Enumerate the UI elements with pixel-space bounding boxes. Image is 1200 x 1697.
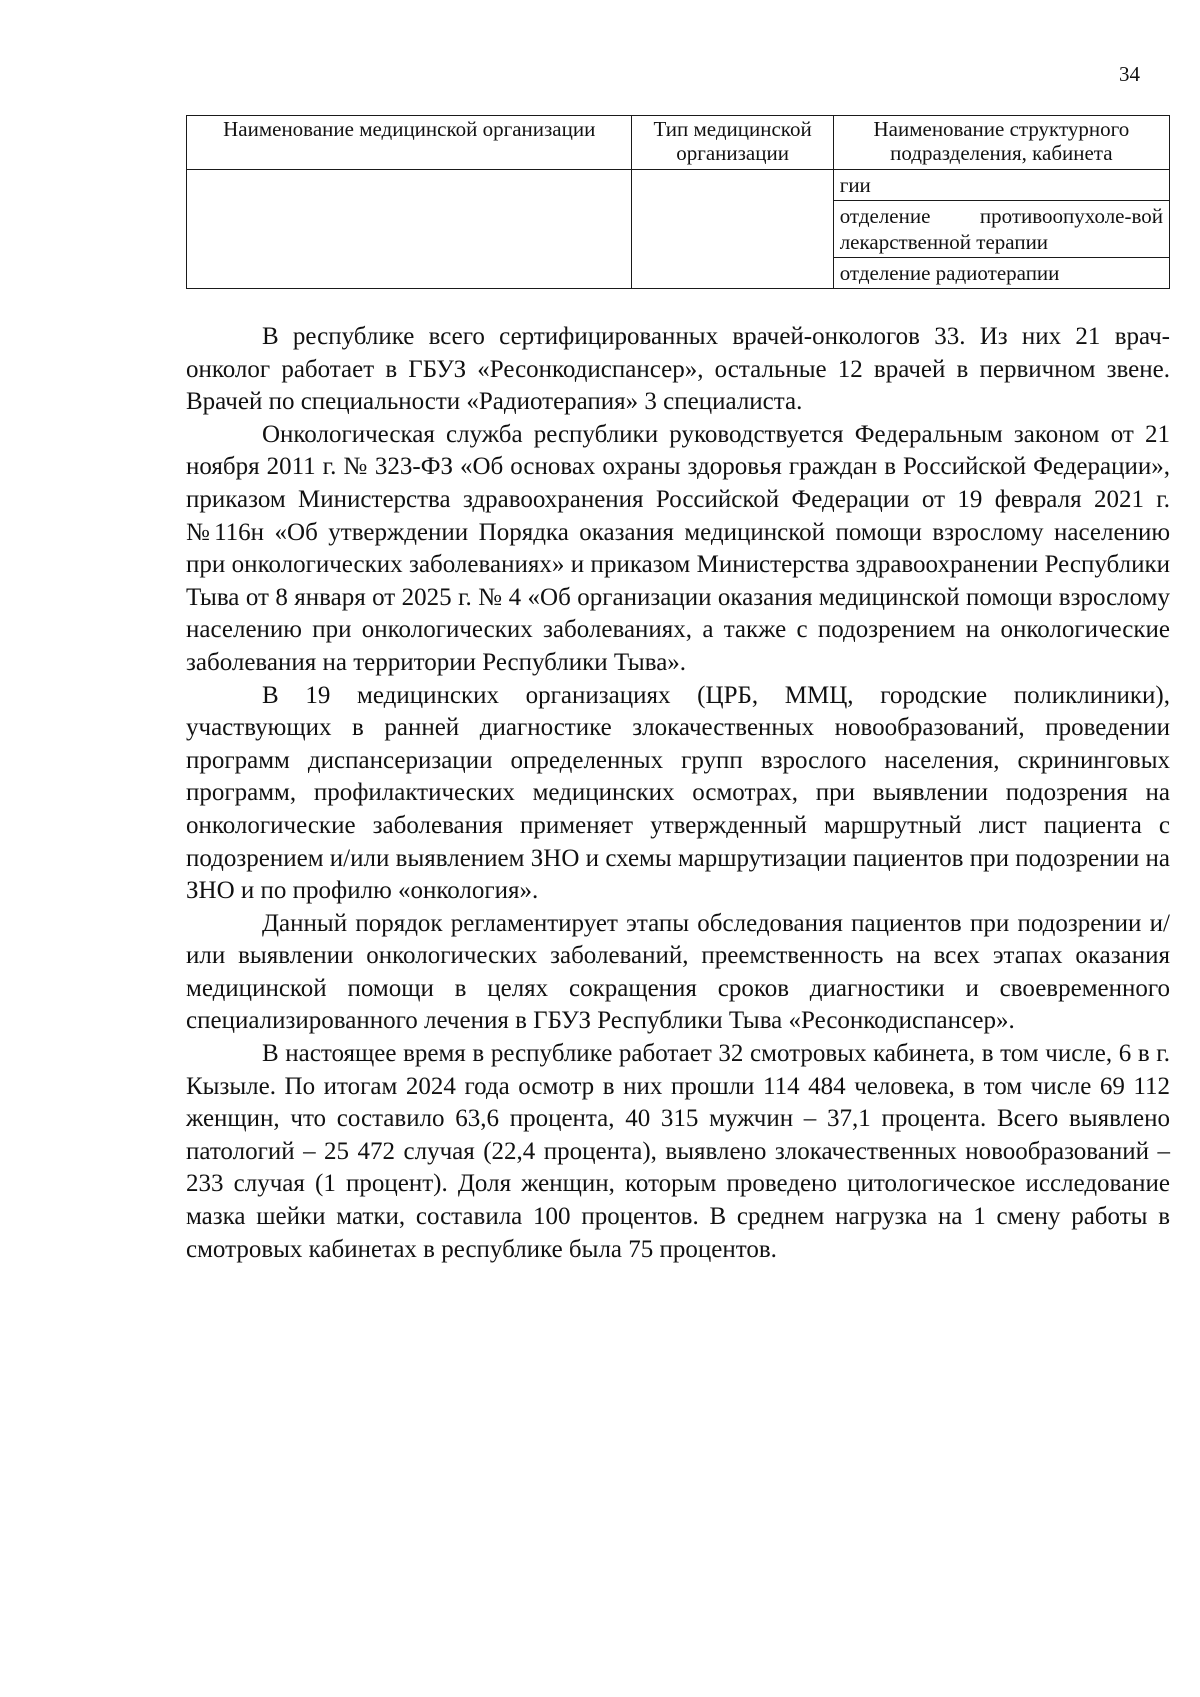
paragraph-oncologists: В республике всего сертифицированных врачей-онкологов 33. Из них 21 врач-онколог работает в ГБУЗ «Ресонкодиспансер», остальные 12 врачей в первичном звене. Врачей по специальности «Радиотерапия» 3 специалиста. [186, 323, 1170, 416]
header-org-name: Наименование медицинской организации [187, 116, 632, 170]
paragraph-procedure: Данный порядок регламентирует этапы обследования пациентов при подозрении и/или выявлении онкологических заболеваний, преемственность на всех этапах оказания медицинской помощи в целях сокращения сроков диагностики и своевременного специализированного лечения в ГБУЗ Республики Тыва «Ресонкодиспансер». [186, 909, 1170, 1035]
paragraph-exam-rooms: В настоящее время в республике работает 32 смотровых кабинета, в том числе, 6 в г. Кызыле. По итогам 2024 года осмотр в них прошли 114 484 человека, в том числе 69 112 женщин, что составило 63,6 процента, 40 315 мужчин – 37,1 процента. Всего выявлено патологий – 25 472 случая (22,4 процента), выявлено злокачественных новообразований – 233 случая (1 процент). Доля женщин, которым проведено цитологическое исследование мазка шейки матки, составила 100 процентов. В среднем нагрузка на 1 смену работы в смотровых кабинетах в республике была 75 процентов. [186, 1040, 1170, 1263]
table-row [187, 170, 1170, 201]
org-name-cell [187, 170, 632, 289]
table-header-row [187, 116, 1170, 170]
org-type-cell [632, 170, 833, 289]
unit-cell: отделение радиотерапии [833, 258, 1169, 289]
medical-organizations-table [186, 115, 1170, 289]
unit-cell: отделение противоопухоле-вой лекарственной терапии [833, 201, 1169, 258]
header-org-type: Тип медицинской организации [632, 116, 833, 170]
header-unit-name: Наименование структурного подразделения, кабинета [833, 116, 1169, 170]
paragraph-routing: В 19 медицинских организациях (ЦРБ, ММЦ, городские поликлиники), участвующих в ранней диагностике злокачественных новообразований, проведении программ диспансеризации определенных групп взрослого населения, скрининговых программ, профилактических медицинских осмотрах, при выявлении подозрения на онкологические заболевания применяет утвержденный маршрутный лист пациента с подозрением и/или выявлением ЗНО и схемы маршрутизации пациентов при подозрении на ЗНО и по профилю «онкология». [186, 681, 1170, 905]
page-number: 34 [1119, 62, 1140, 86]
document-body [186, 321, 1170, 1266]
paragraph-legal-basis: Онкологическая служба республики руководствуется Федеральным законом от 21 ноября 2011 г. № 323-ФЗ «Об основах охраны здоровья граждан в Российской Федерации», приказом Министерства здравоохранения Российской Федерации от 19 февраля 2021 г. №116н «Об утверждении Порядка оказания медицинской помощи взрослому населению при онкологических заболеваниях» и приказом Министерства здравоохранении Республики Тыва от 8 января от 2025 г. № 4 «Об организации оказания медицинской помощи взрослому населению при онкологических заболеваниях, а также с подозрением на онкологические заболевания на территории Республики Тыва». [186, 420, 1170, 676]
unit-cell: гии [833, 170, 1169, 201]
